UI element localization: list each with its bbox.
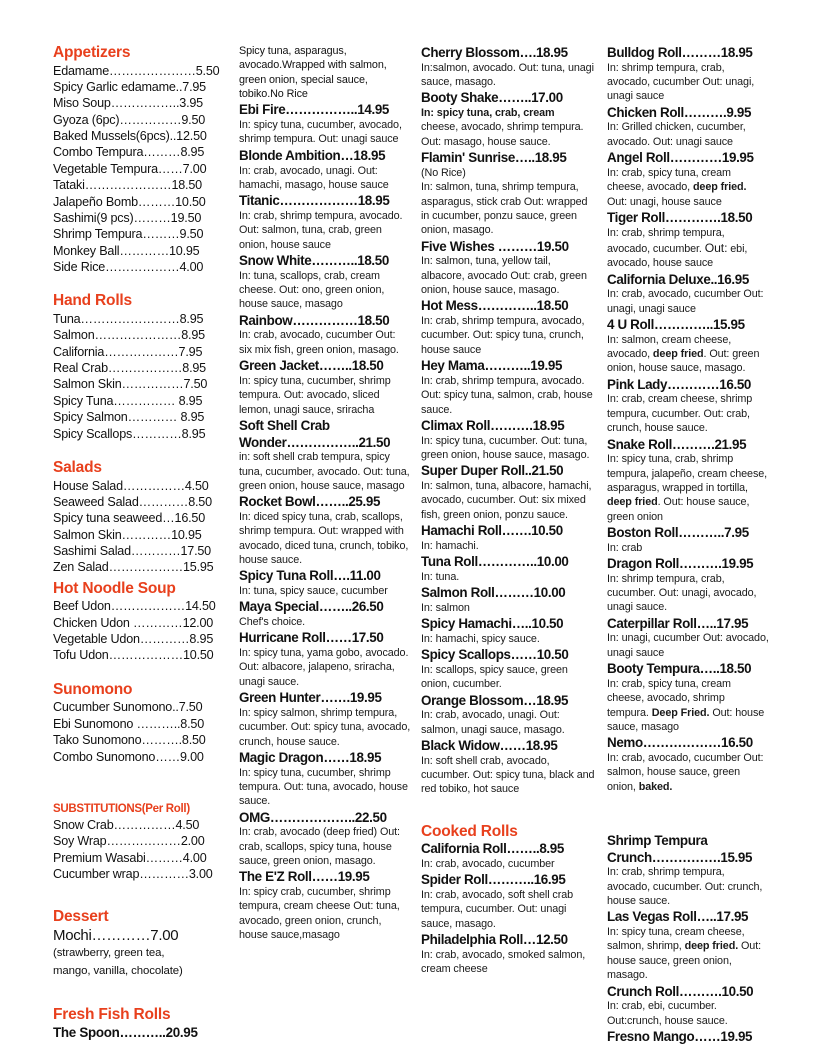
roll-name: 4 U Roll…………..15.95 — [607, 317, 745, 333]
roll-description: In: crab, ebi, cucumber. Out:crunch, house sauce. — [607, 1000, 728, 1027]
roll-entry — [421, 693, 597, 737]
roll-entry — [607, 272, 769, 316]
continued-roll-description: Spicy tuna, asparagus, avocado.Wrapped with salmon, green onion, special sauce, tobiko.No Rice — [239, 45, 387, 101]
roll-description-part-a: In: spicy tuna, crab, shrimp tempura, jalapeño, cream cheese, asparagus, wrapped in tortilla, — [607, 453, 768, 494]
roll-name: California Roll……..8.95 — [421, 841, 565, 857]
roll-name: Spicy Tuna Roll….11.00 — [239, 568, 381, 584]
roll-entry — [421, 841, 597, 871]
roll-entry — [239, 690, 411, 749]
roll-name: Black Widow……18.95 — [421, 737, 558, 753]
roll-name-line2: Wonder……………..21.50 — [239, 434, 391, 450]
roll-entry — [239, 358, 411, 417]
fresh-fish-roll-the-spoon: The Spoon………..20.95 — [53, 1025, 198, 1041]
hand-rolls-list — [53, 311, 227, 442]
roll-entry — [607, 909, 769, 982]
roll-description-part-c: Out: unagi, house sauce — [607, 195, 722, 208]
price-row: Salmon Skin…………10.95 — [53, 527, 202, 542]
roll-name: Blonde Ambition…18.95 — [239, 147, 386, 163]
roll-description: In: spicy tuna, cucumber. Out: tuna, green onion, house sauce, masago. — [421, 434, 590, 461]
roll-description: In: crab, cream cheese, shrimp tempura, cucumber. Out: crab, crunch, house sauce. — [607, 393, 753, 435]
roll-name: Tiger Roll………….18.50 — [607, 209, 753, 225]
roll-description: In: crab, avocado, cucumber Out: six mix fish, green onion, masago. — [239, 329, 399, 356]
roll-description-part-c: . Out: house sauce, green onion — [607, 496, 750, 523]
roll-name: Spicy Scallops……10.50 — [421, 647, 569, 663]
roll-entry — [239, 630, 411, 689]
roll-name: Super Duper Roll..21.50 — [421, 463, 564, 479]
roll-description: In: salmon, tuna, albacore, hamachi, avocado, cucumber. Out: six mixed fish, green onion, ponzu sauce. — [421, 479, 592, 521]
price-row: Tataki…………………18.50 — [53, 178, 202, 193]
roll-entry — [607, 317, 769, 376]
roll-description: In: scallops, spicy sauce, green onion, cucumber. — [421, 663, 568, 691]
roll-name: Crunch Roll……….10.50 — [607, 983, 754, 999]
roll-name: Green Hunter…….19.95 — [239, 690, 382, 706]
section-header-substitutions: SUBSTITUTIONS(Per Roll) — [53, 802, 190, 815]
roll-description: In: crab, shrimp tempura, avocado. Out: salmon, tuna, crab, green onion, house sauce — [239, 209, 403, 251]
roll-description-emphasis — [421, 106, 597, 120]
roll-entry — [607, 833, 769, 908]
roll-description-part-c: ebi, avocado, house sauce — [607, 242, 748, 270]
roll-name: Booty Shake……..17.00 — [421, 90, 563, 106]
roll-entry — [239, 750, 411, 809]
price-row: Combo Tempura………8.95 — [53, 145, 205, 160]
price-row: Real Crab………………8.95 — [53, 361, 206, 376]
roll-description: In: Grilled chicken, cucumber, avocado. Out: unagi sauce — [607, 121, 746, 148]
price-row: Salmon…………………8.95 — [53, 328, 205, 343]
price-row: Zen Salad………………15.95 — [53, 560, 214, 575]
roll-entry — [607, 150, 769, 209]
roll-name: Maya Special……..26.50 — [239, 599, 384, 615]
price-row: Sashimi(9 pcs)………19.50 — [53, 210, 202, 225]
roll-description-norice: (No Rice) — [421, 166, 466, 179]
spacer — [421, 797, 597, 823]
roll-entry — [607, 616, 769, 660]
price-row: Edamame…………………5.50 — [53, 63, 220, 78]
price-row: California………………7.95 — [53, 344, 203, 359]
roll-description: in: soft shell crab tempura, spicy tuna, cucumber, avocado. Out: tuna, green onion, house sauce, masago — [239, 451, 410, 492]
roll-description: In:salmon, avocado. Out: tuna, unagi sauce, masago. — [421, 61, 594, 89]
roll-description-bold: In: spicy tuna, crab, cream — [421, 107, 555, 120]
roll-description-bold: deep fried. — [684, 940, 739, 953]
price-row: Combo Sunomono……9.00 — [53, 749, 204, 764]
roll-name: Climax Roll……….18.95 — [421, 417, 565, 433]
roll-name: Snow White………..18.50 — [239, 252, 389, 268]
roll-entry — [607, 105, 769, 149]
roll-description: In: shrimp tempura, crab, cucumber. Out: unagi, avocado, unagi sauce. — [607, 572, 757, 614]
roll-description-part-a: In: crab, avocado, cucumber Out: salmon, house sauce, green onion, — [607, 751, 764, 793]
roll-description: In: spicy tuna, cucumber, shrimp tempura. Out: avocado, sliced lemon, unagi sauce, sriracha — [239, 374, 391, 416]
roll-description: In: crab, shrimp tempura, avocado, cucumber. Out: crunch, house sauce. — [607, 866, 763, 908]
price-row: Baked Mussels(6pcs)..12.50 — [53, 129, 207, 144]
price-row: Beef Udon………………14.50 — [53, 599, 216, 614]
roll-name: Hurricane Roll……17.50 — [239, 630, 384, 646]
spacer — [53, 664, 227, 681]
roll-name: Philadelphia Roll…12.50 — [421, 932, 568, 948]
roll-entry — [421, 872, 597, 931]
roll-name: Chicken Roll……….9.95 — [607, 104, 752, 120]
roll-name: The E'Z Roll……19.95 — [239, 869, 370, 885]
section-header-salads: Salads — [53, 458, 102, 476]
price-row: Spicy Scallops…………8.95 — [53, 426, 206, 441]
roll-description-part-a: In: spicy tuna, cream cheese, salmon, shrimp, — [607, 926, 745, 953]
roll-name: Nemo………………16.50 — [607, 735, 753, 751]
roll-entry — [421, 239, 597, 298]
roll-entry — [421, 554, 597, 584]
roll-name-line2: Crunch…………….15.95 — [607, 849, 753, 865]
roll-name: Titanic………………18.95 — [239, 193, 390, 209]
price-row: Sashimi Salad…………17.50 — [53, 543, 211, 558]
roll-entry — [421, 150, 597, 237]
roll-name: Hamachi Roll…….10.50 — [421, 523, 563, 538]
roll-description: In: salmon, tuna, shrimp tempura, asparagus, stick crab Out: wrapped in cucumber, ponzu sauce, green onion, masago. — [421, 181, 588, 237]
roll-name: Booty Tempura…..18.50 — [607, 661, 752, 677]
menu-columns — [53, 44, 769, 1045]
roll-name: Dragon Roll……….19.95 — [607, 556, 754, 572]
roll-description: In: crab, avocado (deep fried) Out: crab, scallops, spicy tuna, house sauce, green onion, masago. — [239, 826, 400, 868]
roll-description — [607, 226, 769, 271]
roll-description: In: unagi, cucumber Out: avocado, unagi sauce — [607, 632, 769, 659]
price-row: Spicy tuna seaweed…16.50 — [53, 511, 206, 526]
roll-name: Spicy Hamachi…..10.50 — [421, 616, 564, 632]
roll-entry — [421, 45, 597, 89]
spacer — [53, 882, 227, 908]
dessert-item-mochi: Mochi…………7.00 — [53, 927, 179, 945]
roll-description-part-a: In: crab, spicy tuna, cream cheese, avocado, — [607, 166, 731, 194]
roll-entry — [421, 358, 597, 417]
roll-entry — [239, 869, 411, 942]
roll-name: Ebi Fire……………..14.95 — [239, 102, 390, 118]
salads-list — [53, 478, 227, 576]
spacer — [53, 765, 227, 803]
section-header-appetizers: Appetizers — [53, 44, 131, 61]
roll-name: Boston Roll………..7.95 — [607, 525, 749, 540]
roll-description-out-label: Out: — [704, 240, 728, 255]
roll-description: cheese, avocado, shrimp tempura. Out: masago, house sauce. — [421, 121, 584, 148]
spacer — [607, 794, 769, 832]
roll-name: Pink Lady…………16.50 — [607, 376, 752, 392]
roll-description: In: salmon — [421, 601, 470, 614]
roll-description-part-a: In: crab, shrimp tempura, avocado, cucumber. — [607, 226, 725, 255]
roll-description: In: spicy tuna, yama gobo, avocado. Out: albacore, jalapeno, sriracha, unagi sauce. — [239, 647, 409, 688]
price-row: Cucumber Sunomono..7.50 — [53, 700, 203, 715]
roll-entry — [607, 1029, 769, 1045]
hot-noodle-soup-list — [53, 598, 227, 663]
roll-description: In: crab, avocado, soft shell crab tempura, cucumber. Out: unagi sauce, masago. — [421, 889, 574, 930]
roll-description: In: tuna, scallops, crab, cream cheese. Out: ono, green onion, house sauce, masago — [239, 269, 385, 311]
roll-entry — [607, 45, 769, 104]
roll-entry — [607, 377, 769, 436]
price-row: Tuna……………………8.95 — [53, 311, 204, 326]
roll-description-bold: deep fried — [652, 348, 704, 361]
roll-entry — [421, 523, 597, 553]
roll-entry — [239, 418, 411, 493]
price-row: Snow Crab……………4.50 — [53, 817, 200, 832]
roll-entry — [239, 599, 411, 629]
roll-description: In: spicy tuna, cucumber, avocado, shrimp tempura. Out: unagi sauce — [239, 119, 402, 146]
roll-name: Angel Roll…………19.95 — [607, 150, 754, 166]
roll-description: In: crab, avocado, cucumber Out: unagi, unagi sauce — [607, 288, 764, 315]
section-header-dessert: Dessert — [53, 908, 109, 926]
roll-description-part-a: In: salmon, cream cheese, avocado, — [607, 333, 732, 361]
menu-column-1 — [53, 44, 239, 1041]
section-header-sunomono: Sunomono — [53, 680, 133, 698]
appetizers-list — [53, 63, 227, 276]
roll-description: In: hamachi. — [421, 539, 479, 552]
roll-name: Fresno Mango……19.95 — [607, 1028, 753, 1044]
roll-entry — [239, 810, 411, 869]
roll-description — [607, 677, 769, 734]
roll-entry — [421, 932, 597, 976]
spacer — [53, 980, 227, 1006]
roll-description-part-c: Out: house sauce, masago — [607, 706, 765, 733]
price-row: Soy Wrap………………2.00 — [53, 834, 205, 849]
price-row: Monkey Ball…………10.95 — [53, 243, 200, 258]
price-row: Salmon Skin……………7.50 — [53, 377, 208, 392]
roll-entry — [607, 556, 769, 615]
menu-column-3 — [421, 44, 607, 976]
roll-entry — [607, 210, 769, 271]
roll-description — [607, 452, 769, 524]
roll-description: In: tuna, spicy sauce, cucumber — [239, 585, 388, 598]
roll-name: Salmon Roll………10.00 — [421, 585, 566, 601]
roll-entry — [607, 525, 769, 555]
roll-entry — [607, 437, 769, 524]
roll-name: Snake Roll……….21.95 — [607, 436, 747, 452]
roll-name: Cherry Blossom….18.95 — [421, 45, 568, 60]
roll-name: California Deluxe..16.95 — [607, 271, 749, 287]
roll-entry — [239, 148, 411, 192]
roll-name: Hey Mama………..19.95 — [421, 358, 563, 374]
price-row: Vegetable Udon…………8.95 — [53, 632, 214, 647]
roll-description: In: soft shell crab, avocado, cucumber. Out: spicy tuna, black and red tobiko, hot sauce — [421, 754, 595, 796]
roll-entry — [421, 585, 597, 615]
roll-name: Five Wishes ………19.50 — [421, 238, 569, 254]
roll-description-bold: deep fried — [607, 496, 658, 509]
price-row: Premium Wasabi………4.00 — [53, 850, 207, 865]
dessert-item-mochi-flavors-line2: mango, vanilla, chocolate) — [53, 964, 183, 977]
roll-description: In: tuna. — [421, 570, 460, 583]
roll-entry — [421, 298, 597, 357]
roll-name: Green Jacket……..18.50 — [239, 358, 384, 374]
price-row: Spicy Salmon………… 8.95 — [53, 410, 205, 425]
roll-description: In: spicy tuna, cucumber, shrimp tempura. Out: tuna, avocado, house sauce. — [239, 766, 408, 808]
price-row: Jalapeño Bomb………10.50 — [53, 194, 206, 209]
roll-entry — [421, 647, 597, 691]
roll-description-part-c: Out: house sauce, green onion, masago. — [607, 940, 762, 982]
roll-entry — [421, 418, 597, 462]
roll-description: In: crab, avocado, unagi. Out: hamachi, masago, house sauce — [239, 164, 389, 191]
roll-description: Chef's choice. — [239, 616, 306, 629]
roll-description — [607, 333, 769, 376]
roll-name: Hot Mess…………..18.50 — [421, 298, 569, 314]
roll-entry — [239, 568, 411, 598]
roll-description-bold: baked. — [638, 780, 673, 793]
spacer — [53, 275, 227, 292]
roll-entry — [421, 90, 597, 149]
roll-name: Orange Blossom…18.95 — [421, 692, 569, 708]
roll-entry — [607, 661, 769, 734]
roll-description: In: crab, shrimp tempura, avocado, cucumber. Out: spicy tuna, crunch, house sauce — [421, 315, 585, 356]
roll-name: OMG………………..22.50 — [239, 809, 387, 825]
menu-column-4 — [607, 44, 769, 1045]
roll-description-bold: deep fried. — [692, 181, 747, 194]
roll-description: In: crab, avocado, unagi. Out: salmon, unagi sauce, masago. — [421, 709, 565, 736]
price-row: Tofu Udon………………10.50 — [53, 648, 214, 663]
roll-description: In: hamachi, spicy sauce. — [421, 632, 540, 645]
price-row: Shrimp Tempura………9.50 — [53, 227, 204, 242]
spacer — [53, 442, 227, 459]
price-row: Chicken Udon …………12.00 — [53, 615, 214, 630]
roll-description: In: crab, avocado, smoked salmon, cream cheese — [421, 948, 586, 976]
roll-description: In: diced spicy tuna, crab, scallops, shrimp tempura. Out: wrapped with avocado, diced tuna, crunch, tobiko, house sauce. — [239, 510, 409, 567]
roll-entry — [607, 735, 769, 794]
price-row: Tako Sunomono……….8.50 — [53, 733, 206, 748]
dessert-item-mochi-flavors-line1: (strawberry, green tea, — [53, 947, 165, 960]
price-row: Cucumber wrap…………3.00 — [53, 867, 213, 882]
roll-entry — [239, 193, 411, 252]
price-row: Spicy Tuna…………… 8.95 — [53, 393, 203, 408]
sunomono-list — [53, 699, 227, 764]
roll-entry — [239, 102, 411, 146]
roll-entry — [239, 253, 411, 312]
roll-description-bold: Deep Fried. — [651, 706, 710, 719]
price-row: House Salad……………4.50 — [53, 478, 209, 493]
roll-description: In: salmon, tuna, yellow tail, albacore, avocado Out: crab, green onion, house sauce, masago. — [421, 255, 587, 296]
price-row: Side Rice………………4.00 — [53, 259, 204, 274]
roll-name: Spider Roll………..16.95 — [421, 872, 566, 888]
roll-name: Rainbow……………18.50 — [239, 312, 390, 328]
section-header-cooked-rolls: Cooked Rolls — [421, 822, 518, 840]
menu-column-2 — [239, 44, 421, 943]
roll-entry — [421, 738, 597, 797]
roll-name: Las Vegas Roll…..17.95 — [607, 909, 749, 925]
roll-description: In: shrimp tempura, crab, avocado, cucumber Out: unagi, unagi sauce — [607, 61, 755, 103]
roll-name: Magic Dragon……18.95 — [239, 749, 382, 765]
substitutions-list — [53, 817, 227, 882]
roll-name: Soft Shell Crab — [239, 417, 330, 433]
roll-entry — [607, 984, 769, 1028]
price-row: Spicy Garlic edamame..7.95 — [53, 80, 206, 95]
roll-description — [607, 925, 769, 982]
roll-name: Flamin' Sunrise…..18.95 — [421, 150, 567, 166]
roll-description-part-a: In: crab, spicy tuna, cream cheese, avocado, shrimp tempura. — [607, 677, 731, 719]
price-row: Gyoza (6pc)……………9.50 — [53, 112, 206, 127]
roll-name: Shrimp Tempura — [607, 833, 708, 849]
roll-description-part-c: . Out: green onion, house sauce, masago. — [607, 348, 760, 375]
roll-entry — [421, 616, 597, 646]
roll-description: In: spicy crab, cucumber, shrimp tempura, cream cheese Out: tuna, avocado, green onion, crunch, house sauce,masago — [239, 886, 400, 942]
section-header-fresh-fish-rolls: Fresh Fish Rolls — [53, 1006, 171, 1024]
price-row: Miso Soup……………..3.95 — [53, 96, 203, 111]
roll-description: In: crab — [607, 541, 643, 554]
price-row: Ebi Sunomono ………..8.50 — [53, 716, 205, 731]
roll-name: Bulldog Roll………18.95 — [607, 45, 753, 60]
roll-name: Rocket Bowl……..25.95 — [239, 494, 381, 510]
roll-name: Caterpillar Roll…..17.95 — [607, 615, 749, 631]
section-header-hand-rolls: Hand Rolls — [53, 292, 132, 310]
roll-description: In: crab, shrimp tempura, avocado. Out: spicy tuna, salmon, crab, house sauce. — [421, 374, 593, 416]
roll-description — [607, 751, 769, 794]
roll-description — [607, 166, 769, 209]
roll-entry — [421, 463, 597, 522]
roll-entry — [239, 494, 411, 567]
roll-name: Tuna Roll…………..10.00 — [421, 554, 569, 570]
roll-description: In: spicy salmon, shrimp tempura, cucumber. Out: spicy tuna, avocado, crunch, house sauce. — [239, 706, 411, 748]
roll-entry — [239, 313, 411, 357]
price-row: Vegetable Tempura……7.00 — [53, 161, 207, 176]
section-header-hot-noodle-soup: Hot Noodle Soup — [53, 579, 176, 597]
roll-description: In: crab, avocado, cucumber — [421, 857, 555, 870]
price-row: Seaweed Salad…………8.50 — [53, 494, 212, 509]
